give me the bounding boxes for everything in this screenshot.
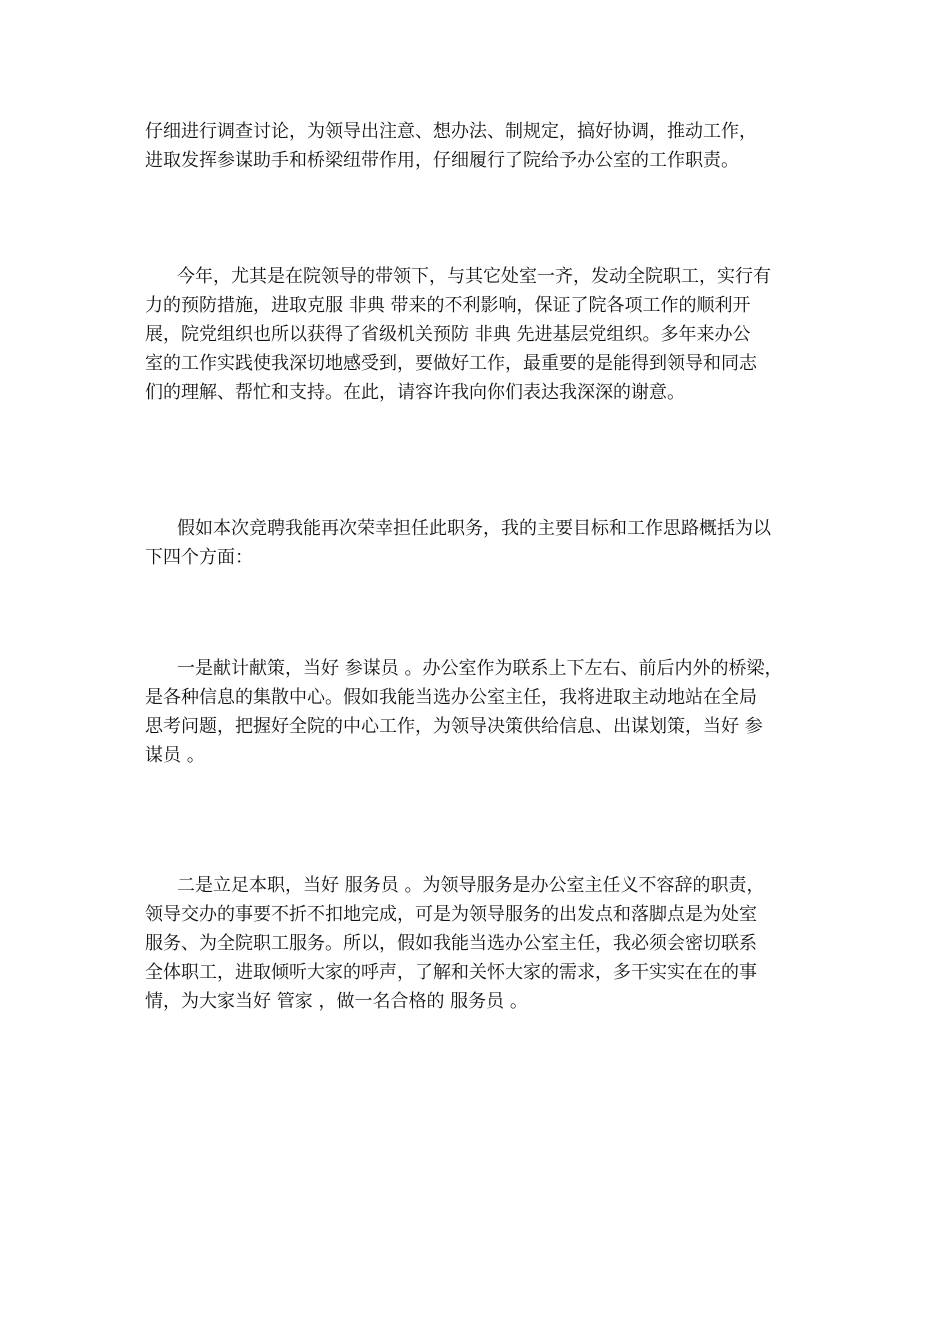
text-line: 们的理解、帮忙和支持。在此，请容许我向你们表达我深深的谢意。	[145, 382, 685, 403]
text-line: 仔细进行调查讨论，为领导出注意、想办法、制规定，搞好协调，推动工作，	[145, 121, 757, 142]
text-line: 展，院党组织也所以获得了省级机关预防 非典 先进基层党组织。多年来办公	[145, 324, 751, 345]
text-line: 一是献计献策，当好 参谋员 。办公室作为联系上下左右、前后内外的桥梁，	[177, 658, 783, 679]
text-line: 力的预防措施，进取克服 非典 带来的不利影响，保证了院各项工作的顺利开	[145, 295, 751, 316]
text-line: 全体职工，进取倾听大家的呼声，了解和关怀大家的需求，多干实实在在的事	[145, 962, 757, 983]
text-line: 进取发挥参谋助手和桥梁纽带作用，仔细履行了院给予办公室的工作职责。	[145, 150, 739, 171]
text-line: 情，为大家当好 管家 ，做一名合格的 服务员 。	[145, 991, 528, 1012]
text-line: 二是立足本职，当好 服务员 。为领导服务是办公室主任义不容辞的职责，	[177, 875, 765, 896]
text-line: 思考问题，把握好全院的中心工作，为领导决策供给信息、出谋划策，当好 参	[145, 716, 763, 737]
paragraph-continuation	[145, 117, 835, 175]
text-line: 服务、为全院职工服务。所以，假如我能当选办公室主任，我必须会密切联系	[145, 933, 757, 954]
text-line: 今年，尤其是在院领导的带领下，与其它处室一齐，发动全院职工，实行有	[177, 266, 771, 287]
text-line: 谋员 。	[145, 745, 205, 766]
paragraph-this-year	[145, 262, 835, 407]
text-line: 领导交办的事要不折不扣地完成，可是为领导服务的出发点和落脚点是为处室	[145, 904, 757, 925]
paragraph-point-two	[145, 871, 835, 1016]
text-line: 室的工作实践使我深切地感受到，要做好工作，最重要的是能得到领导和同志	[145, 353, 757, 374]
text-line: 是各种信息的集散中心。假如我能当选办公室主任，我将进取主动地站在全局	[145, 687, 757, 708]
paragraph-goals-intro	[145, 514, 835, 572]
paragraph-point-one	[145, 654, 835, 770]
text-line: 下四个方面：	[145, 547, 253, 568]
text-line: 假如本次竞聘我能再次荣幸担任此职务，我的主要目标和工作思路概括为以	[177, 518, 771, 539]
